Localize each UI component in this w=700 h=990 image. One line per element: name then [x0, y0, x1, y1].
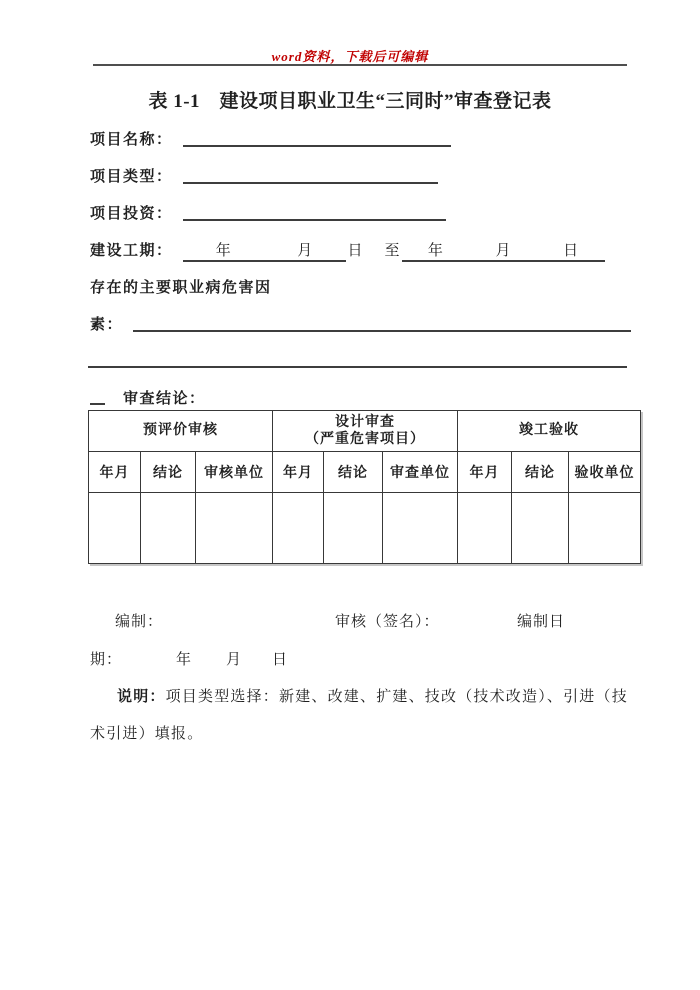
form-row-hazard-line1	[90, 276, 272, 298]
table-empty-row	[89, 493, 641, 564]
period-end-blank	[402, 240, 605, 262]
col-header-conclusion-3: 结论	[512, 452, 569, 493]
period-to-label: 至	[384, 243, 400, 259]
table-cell-empty	[512, 493, 569, 564]
footer-date-row	[90, 648, 640, 670]
footer-month-label: 月	[226, 652, 243, 668]
form-row-review-conclusion	[90, 387, 206, 409]
form-row-project-name	[90, 128, 451, 150]
project-name-label: 项目名称：	[90, 132, 173, 148]
form-row-hazard-line2	[90, 313, 631, 335]
col-header-review-unit: 审查单位	[383, 452, 458, 493]
col-header-year-month-1: 年月	[89, 452, 141, 493]
table-cell-empty	[141, 493, 196, 564]
prepared-by-label: 编制：	[115, 614, 164, 630]
hazard-factors-blank-line2	[88, 366, 627, 368]
group-header-design-review	[273, 411, 458, 452]
watermark-text: word资料，下载后可编辑	[271, 49, 429, 64]
note-line2	[90, 722, 650, 743]
group-header-pre-evaluation	[89, 411, 273, 452]
group-header-design-review-line2: （严重危害项目）	[305, 432, 426, 447]
table-cell-empty	[569, 493, 641, 564]
footer-sign-row	[90, 610, 640, 632]
review-signature-label: 审核（签名）：	[335, 614, 440, 630]
form-row-project-investment	[90, 202, 446, 224]
period-end-month-label: 月	[495, 243, 511, 259]
project-name-blank	[183, 129, 451, 147]
table-cell-empty	[273, 493, 324, 564]
note-line1	[90, 685, 650, 706]
col-header-audit-unit: 审核单位	[196, 452, 273, 493]
group-header-completion-acceptance	[458, 411, 641, 452]
project-type-blank	[183, 166, 438, 184]
col-header-acceptance-unit: 验收单位	[569, 452, 641, 493]
period-start-blank	[183, 240, 346, 262]
note-line2-text: 术引进）填报。	[90, 726, 204, 742]
form-row-project-type	[90, 165, 438, 187]
period-start-day-label: 日	[347, 243, 363, 259]
prepared-date-label-part2: 期：	[90, 652, 123, 668]
col-header-conclusion-2: 结论	[324, 452, 383, 493]
group-header-completion-acceptance-text: 竣工验收	[519, 423, 580, 439]
group-header-design-review-line1: 设计审查	[335, 414, 396, 430]
footer-year-label: 年	[176, 652, 193, 668]
header-divider	[93, 64, 627, 66]
table-subheader-row	[89, 452, 641, 493]
project-type-label: 项目类型：	[90, 169, 173, 185]
note-line1-text: 项目类型选择：新建、改建、扩建、技改（技术改造）、引进（技	[165, 689, 628, 705]
review-conclusion-label: 审查结论：	[123, 391, 206, 407]
note-prefix-label: 说明：	[117, 689, 166, 705]
project-investment-blank	[183, 203, 446, 221]
table-cell-empty	[196, 493, 273, 564]
period-end-year-label: 年	[427, 243, 443, 259]
form-row-construction-period	[90, 239, 605, 261]
hazard-factors-blank	[133, 314, 631, 332]
col-header-year-month-2: 年月	[273, 452, 324, 493]
group-header-pre-evaluation-text: 预评价审核	[143, 423, 218, 439]
period-end-day-label: 日	[563, 243, 579, 259]
project-investment-label: 项目投资：	[90, 206, 173, 222]
table-cell-empty	[89, 493, 141, 564]
table-cell-empty	[383, 493, 458, 564]
table-cell-empty	[458, 493, 512, 564]
page-title: 表 1-1 建设项目职业卫生“三同时”审查登记表	[148, 91, 552, 112]
col-header-conclusion-1: 结论	[141, 452, 196, 493]
prepared-date-label-part1: 编制日	[517, 614, 566, 630]
col-header-year-month-3: 年月	[458, 452, 512, 493]
table-cell-empty	[324, 493, 383, 564]
table-group-header-row	[89, 411, 641, 452]
period-start-month-label: 月	[297, 243, 313, 259]
review-conclusion-short-blank	[90, 389, 105, 405]
period-start-year-label: 年	[215, 243, 231, 259]
hazard-factors-label-line1: 存在的主要职业病危害因	[90, 280, 272, 296]
hazard-factors-label-line2: 素：	[90, 317, 124, 333]
review-table	[88, 410, 641, 564]
construction-period-label: 建设工期：	[90, 243, 173, 259]
footer-day-label: 日	[272, 652, 289, 668]
